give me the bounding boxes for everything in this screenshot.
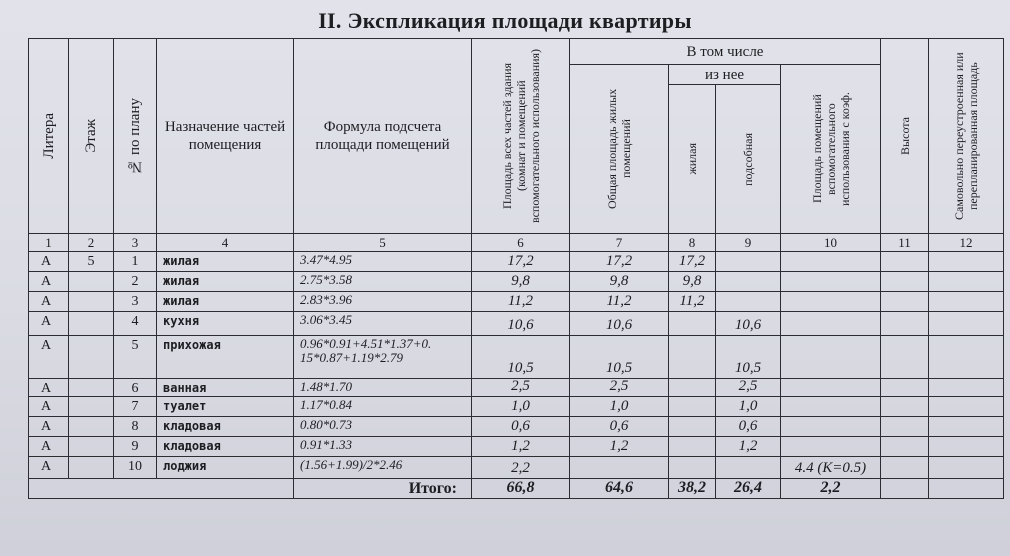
- row-vysota: [880, 416, 929, 437]
- row-area-text: 9,8: [511, 273, 530, 289]
- row-number: [113, 311, 157, 336]
- row-samovol: [928, 251, 1004, 272]
- row-formula: [293, 271, 472, 292]
- row-naznachenie-text: кладовая: [163, 439, 221, 453]
- row-total-text: 17,2: [605, 253, 633, 269]
- row-number: [113, 251, 157, 272]
- header-ploshad-all: [471, 38, 570, 234]
- row-area: [471, 436, 570, 457]
- row-naznachenie-text: лоджия: [163, 459, 207, 473]
- row-total: [569, 436, 669, 457]
- row-formula-text: 1.48*1.70: [300, 379, 352, 394]
- totals-aux: [715, 478, 781, 499]
- row-number-text: 10: [128, 459, 142, 474]
- row-naznachenie-text: жилая: [163, 294, 200, 308]
- header-nomer-text: № по плану: [127, 97, 143, 175]
- row-naznachenie: [156, 396, 294, 417]
- row-total: [569, 396, 669, 417]
- col-number-10-text: 10: [824, 234, 837, 250]
- row-number-text: 3: [131, 294, 139, 309]
- header-zhilaya-text: жилая: [685, 143, 699, 175]
- row-aux-text: 10,5: [734, 360, 762, 376]
- row-naznachenie-text: ванная: [163, 381, 207, 395]
- row-area-text: 1,2: [511, 438, 530, 454]
- row-area-text: 2,5: [511, 378, 530, 394]
- row-vspom: [780, 436, 881, 457]
- row-samovol: [928, 456, 1004, 479]
- row-formula: [293, 291, 472, 312]
- row-living: [668, 378, 716, 397]
- row-living-text: 9,8: [682, 273, 702, 289]
- col-number-7-text: 7: [615, 234, 623, 250]
- row-etazh-text: 5: [87, 254, 95, 269]
- row-area-text: 1,0: [511, 398, 530, 414]
- row-litera: [28, 311, 69, 336]
- row-etazh: [68, 396, 114, 417]
- row-living-text: 17,2: [678, 253, 706, 269]
- row-number: [113, 378, 157, 397]
- row-naznachenie: [156, 251, 294, 272]
- row-total-text: 11,2: [606, 293, 632, 309]
- row-litera: [28, 416, 69, 437]
- row-total: [569, 416, 669, 437]
- row-living: [668, 291, 716, 312]
- row-aux-text: 10,6: [734, 317, 762, 333]
- row-formula: [293, 416, 472, 437]
- row-number-text: 1: [131, 254, 139, 269]
- row-samovol: [928, 416, 1004, 437]
- row-vysota: [880, 396, 929, 417]
- row-litera: [28, 396, 69, 417]
- row-etazh: [68, 436, 114, 457]
- row-formula-text: (1.56+1.99)/2*2.46: [300, 457, 403, 472]
- row-area-text: 10,5: [507, 360, 534, 376]
- row-vysota: [880, 378, 929, 397]
- row-litera-text: А: [41, 254, 52, 269]
- row-vysota: [880, 436, 929, 457]
- row-aux-text: 0,6: [738, 418, 758, 434]
- totals-total-text: 64,6: [605, 479, 633, 496]
- col-number-3-text: 3: [131, 234, 139, 250]
- totals-area-text: 66,8: [506, 479, 535, 496]
- row-litera: [28, 456, 69, 479]
- header-obshaya: [569, 64, 669, 234]
- header-iz-nee: [668, 64, 781, 85]
- row-formula: [293, 251, 472, 272]
- totals-vspom-text: 2,2: [820, 479, 841, 496]
- totals-aux-text: 26,4: [734, 479, 762, 496]
- row-aux: [715, 396, 781, 417]
- col-number-10: [780, 233, 881, 252]
- row-vysota: [880, 335, 929, 379]
- row-formula: [293, 378, 472, 397]
- row-vspom: [780, 271, 881, 292]
- col-number-8-text: 8: [688, 234, 696, 250]
- row-vspom: [780, 456, 881, 479]
- row-total-text: 9,8: [609, 273, 629, 289]
- row-living: [668, 436, 716, 457]
- row-vspom: [780, 291, 881, 312]
- col-number-2: [68, 233, 114, 252]
- row-total-text: 10,6: [605, 317, 633, 333]
- row-area-text: 11,2: [507, 293, 534, 309]
- row-vysota: [880, 271, 929, 292]
- header-nomer: [113, 38, 157, 234]
- row-living: [668, 456, 716, 479]
- row-area: [471, 378, 570, 397]
- row-naznachenie: [156, 436, 294, 457]
- row-formula: [293, 335, 472, 379]
- row-formula-text: 0.91*1.33: [300, 437, 352, 452]
- row-litera: [28, 378, 69, 397]
- header-v-tom-chisle: [569, 38, 881, 65]
- row-aux-text: 1,2: [738, 438, 758, 454]
- row-litera: [28, 251, 69, 272]
- row-total-text: 2,5: [609, 378, 629, 394]
- row-vspom: [780, 416, 881, 437]
- totals-vysota: [880, 478, 929, 499]
- header-vysota: [880, 38, 929, 234]
- header-zhilaya: [668, 84, 716, 234]
- col-number-1: [28, 233, 69, 252]
- row-number: [113, 335, 157, 379]
- row-number: [113, 456, 157, 479]
- row-litera-text: А: [41, 294, 52, 309]
- row-naznachenie: [156, 335, 294, 379]
- row-total: [569, 251, 669, 272]
- row-etazh: [68, 271, 114, 292]
- row-naznachenie-text: кладовая: [163, 419, 221, 433]
- row-area: [471, 251, 570, 272]
- row-etazh: [68, 291, 114, 312]
- row-litera-text: А: [41, 314, 52, 329]
- header-formula-text: Формула подсчета площади помещений: [315, 119, 450, 153]
- row-litera-text: А: [41, 399, 52, 414]
- row-naznachenie: [156, 456, 294, 479]
- header-samovol-text: Самовольно переустроенная или перепланированная площадь: [952, 52, 980, 220]
- col-number-9-text: 9: [744, 234, 752, 250]
- row-number: [113, 291, 157, 312]
- row-area-text: 0,6: [511, 418, 530, 434]
- row-naznachenie-text: прихожая: [163, 338, 221, 352]
- col-number-5: [293, 233, 472, 252]
- totals-spacer: [28, 478, 294, 499]
- row-area: [471, 335, 570, 379]
- row-total-text: 1,2: [609, 438, 629, 454]
- row-area: [471, 271, 570, 292]
- row-living: [668, 396, 716, 417]
- row-vysota: [880, 456, 929, 479]
- row-area: [471, 291, 570, 312]
- row-etazh: [68, 456, 114, 479]
- row-vspom: [780, 335, 881, 379]
- header-v-tom-chisle-text: В том числе: [686, 43, 764, 60]
- header-samovol: [928, 38, 1004, 234]
- row-naznachenie: [156, 271, 294, 292]
- row-formula-text: 1.17*0.84: [300, 397, 352, 412]
- row-total: [569, 311, 669, 336]
- totals-area: [471, 478, 570, 499]
- row-total-text: 0,6: [609, 418, 629, 434]
- row-aux: [715, 271, 781, 292]
- row-samovol: [928, 311, 1004, 336]
- row-naznachenie: [156, 291, 294, 312]
- col-number-6: [471, 233, 570, 252]
- row-formula-text: 2.75*3.58: [300, 272, 352, 287]
- row-total: [569, 456, 669, 479]
- row-aux: [715, 251, 781, 272]
- totals-total: [569, 478, 669, 499]
- row-naznachenie: [156, 311, 294, 336]
- header-naznachenie-text: Назначение частей помещения: [164, 119, 286, 153]
- header-obshaya-text: Общая площадь жилых помещений: [605, 88, 633, 210]
- row-litera: [28, 291, 69, 312]
- row-litera: [28, 271, 69, 292]
- row-number: [113, 436, 157, 457]
- row-total: [569, 291, 669, 312]
- col-number-9: [715, 233, 781, 252]
- header-ploshad-all-text: Площадь всех частей здания (комнат и помещений вспомогательного использования): [499, 48, 542, 224]
- row-litera-text: А: [41, 338, 52, 353]
- row-vspom-text: 4.4 (К=0.5): [794, 460, 867, 476]
- row-aux: [715, 456, 781, 479]
- col-number-3: [113, 233, 157, 252]
- row-area-text: 2,2: [511, 460, 530, 476]
- explication-table: [28, 38, 1003, 498]
- header-vspom-text: Площадь помещений вспомогательного использования с коэф.: [809, 92, 852, 206]
- document-title: II. Экспликация площади квартиры: [318, 8, 692, 33]
- row-aux-text: 1,0: [738, 398, 758, 414]
- row-naznachenie: [156, 378, 294, 397]
- row-area-text: 10,6: [507, 317, 534, 333]
- row-vysota: [880, 291, 929, 312]
- row-formula-text: 2.83*3.96: [300, 292, 352, 307]
- totals-living-text: 38,2: [678, 479, 706, 496]
- row-vspom: [780, 378, 881, 397]
- row-area: [471, 311, 570, 336]
- col-number-4-text: 4: [221, 234, 229, 250]
- row-etazh: [68, 416, 114, 437]
- row-living: [668, 251, 716, 272]
- header-vspom: [780, 64, 881, 234]
- header-litera-text: Литера: [40, 113, 57, 159]
- row-vspom: [780, 251, 881, 272]
- row-vspom: [780, 311, 881, 336]
- col-number-11-text: 11: [898, 234, 911, 250]
- row-number: [113, 396, 157, 417]
- col-number-4: [156, 233, 294, 252]
- row-living: [668, 335, 716, 379]
- row-number-text: 7: [131, 399, 139, 414]
- row-total: [569, 378, 669, 397]
- row-number-text: 6: [131, 381, 139, 396]
- row-number-text: 5: [131, 338, 139, 353]
- row-etazh: [68, 251, 114, 272]
- col-number-8: [668, 233, 716, 252]
- header-formula: [293, 38, 472, 234]
- row-area: [471, 416, 570, 437]
- row-litera-text: А: [41, 381, 52, 396]
- row-aux: [715, 335, 781, 379]
- row-total: [569, 335, 669, 379]
- header-litera: [28, 38, 69, 234]
- row-samovol: [928, 291, 1004, 312]
- row-area-text: 17,2: [507, 253, 534, 269]
- header-podsobnaya: [715, 84, 781, 234]
- row-formula: [293, 396, 472, 417]
- row-number-text: 9: [131, 439, 139, 454]
- col-number-5-text: 5: [379, 234, 386, 250]
- totals-living: [668, 478, 716, 499]
- row-formula-text: 3.06*3.45: [300, 312, 352, 327]
- row-formula: [293, 436, 472, 457]
- row-litera-text: А: [41, 274, 52, 289]
- col-number-7: [569, 233, 669, 252]
- row-formula-text: 0.96*0.91+4.51*1.37+0. 15*0.87+1.19*2.79: [300, 336, 432, 365]
- row-number-text: 8: [131, 419, 139, 434]
- header-podsobnaya-text: подсобная: [741, 132, 755, 186]
- row-aux: [715, 416, 781, 437]
- row-litera-text: А: [41, 459, 52, 474]
- row-samovol: [928, 378, 1004, 397]
- row-formula-text: 0.80*0.73: [300, 417, 352, 432]
- row-aux: [715, 436, 781, 457]
- row-living: [668, 311, 716, 336]
- row-aux-text: 2,5: [738, 378, 758, 394]
- row-aux: [715, 291, 781, 312]
- row-vspom: [780, 396, 881, 417]
- header-iz-nee-text: из нее: [704, 66, 745, 83]
- col-number-11: [880, 233, 929, 252]
- row-vysota: [880, 251, 929, 272]
- row-aux: [715, 311, 781, 336]
- row-naznachenie-text: кухня: [163, 314, 200, 328]
- row-samovol: [928, 396, 1004, 417]
- row-total: [569, 271, 669, 292]
- row-formula-text: 3.47*4.95: [300, 252, 352, 267]
- row-number: [113, 416, 157, 437]
- row-litera-text: А: [41, 439, 52, 454]
- row-litera: [28, 436, 69, 457]
- totals-label-text: Итого:: [408, 479, 457, 497]
- col-number-1-text: 1: [45, 234, 52, 250]
- row-naznachenie-text: жилая: [163, 254, 200, 268]
- header-etazh: [68, 38, 114, 234]
- col-number-12: [928, 233, 1004, 252]
- row-samovol: [928, 436, 1004, 457]
- row-living: [668, 416, 716, 437]
- row-etazh: [68, 311, 114, 336]
- row-total-text: 10,5: [605, 360, 633, 376]
- row-samovol: [928, 271, 1004, 292]
- row-number-text: 4: [131, 314, 139, 329]
- row-naznachenie-text: жилая: [163, 274, 200, 288]
- col-number-6-text: 6: [517, 234, 524, 250]
- row-naznachenie-text: туалет: [163, 399, 207, 413]
- col-number-2-text: 2: [87, 234, 95, 250]
- row-formula: [293, 311, 472, 336]
- row-total-text: 1,0: [609, 398, 629, 414]
- totals-label: [293, 478, 472, 499]
- row-naznachenie: [156, 416, 294, 437]
- row-living: [668, 271, 716, 292]
- header-vysota-text: Высота: [897, 117, 912, 155]
- row-number-text: 2: [131, 274, 139, 289]
- row-etazh: [68, 335, 114, 379]
- row-formula: [293, 456, 472, 479]
- totals-samovol: [928, 478, 1004, 499]
- row-etazh: [68, 378, 114, 397]
- row-living-text: 11,2: [679, 293, 705, 309]
- row-number: [113, 271, 157, 292]
- row-area: [471, 456, 570, 479]
- row-vysota: [880, 311, 929, 336]
- header-etazh-text: Этаж: [83, 119, 99, 153]
- totals-vspom: [780, 478, 881, 499]
- row-litera: [28, 335, 69, 379]
- header-naznachenie: [156, 38, 294, 234]
- row-aux: [715, 378, 781, 397]
- col-number-12-text: 12: [959, 234, 973, 250]
- row-litera-text: А: [41, 419, 52, 434]
- row-area: [471, 396, 570, 417]
- row-samovol: [928, 335, 1004, 379]
